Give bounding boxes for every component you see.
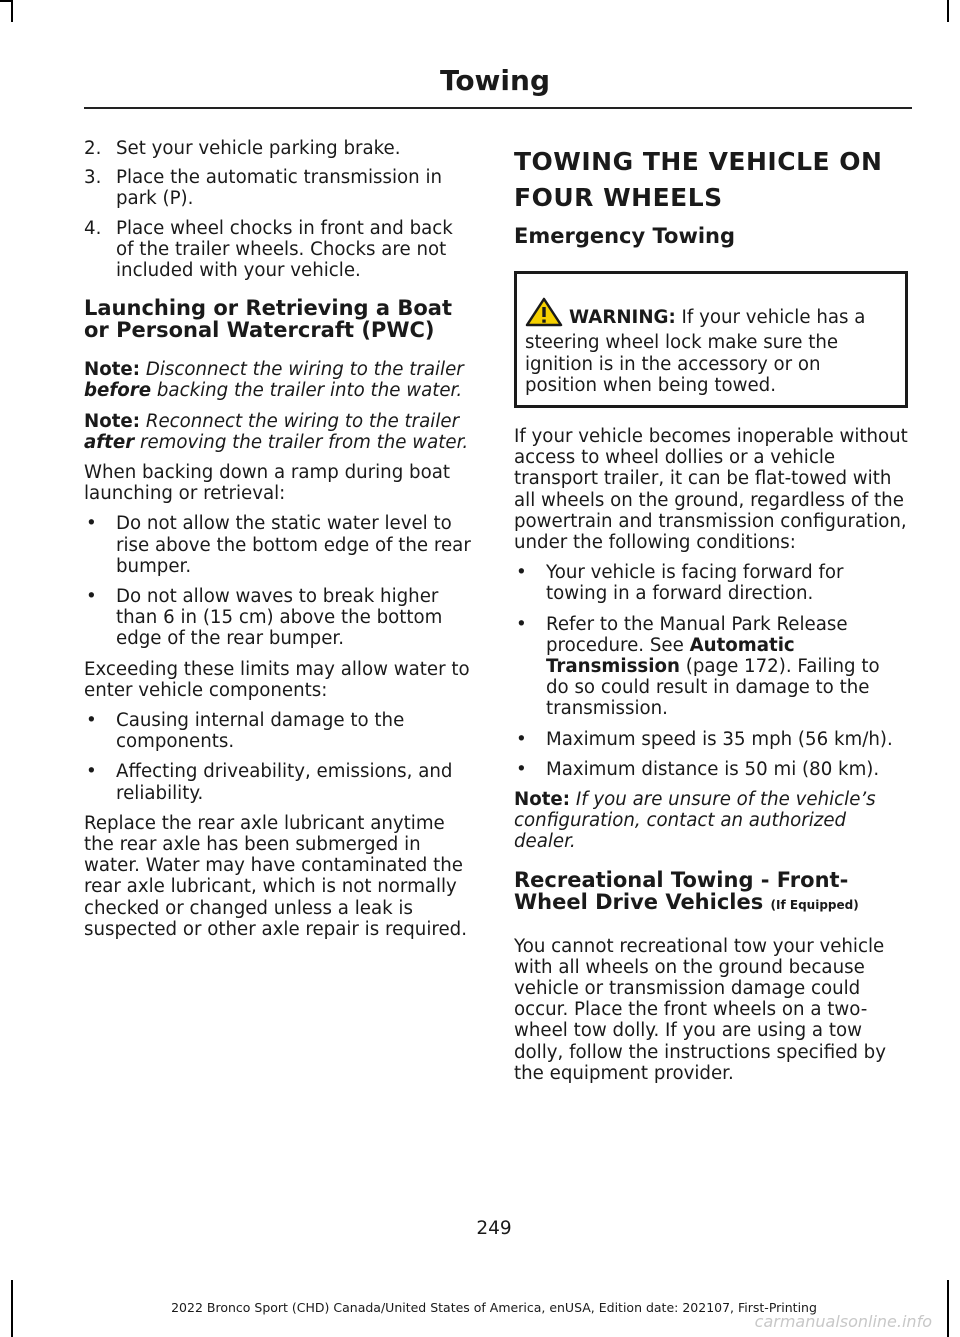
warning-box	[514, 271, 908, 408]
left-column	[84, 138, 476, 949]
bullet-text: Maximum speed is 35 mph (56 km/h).	[546, 728, 893, 750]
edition-footer: 2022 Bronco Sport (CHD) Canada/United States of America, enUSA, Edition date: 202107, First-Printing	[171, 1300, 817, 1315]
list-number: 4.	[84, 217, 102, 239]
list-text: Set your vehicle parking brake.	[116, 138, 401, 159]
recreational-heading: Recreational Towing - Front-Wheel Drive Vehicles (If Equipped)	[514, 867, 859, 914]
page-number: 249	[476, 1218, 512, 1239]
bullet-text: Maximum distance is 50 mi (80 km).	[546, 758, 880, 780]
bullet-text: Causing internal damage to the components.	[116, 710, 405, 753]
bullet-item	[514, 562, 908, 604]
list-item	[84, 167, 476, 209]
section-heading: TOWING THE VEHICLE ON FOUR WHEELS	[514, 147, 883, 212]
exceed-intro: Exceeding these limits may allow water to enter vehicle components:	[84, 658, 470, 701]
bullet-glyph: •	[86, 761, 97, 783]
bullet-item	[84, 586, 476, 650]
bullet-item	[514, 614, 908, 720]
warning-text: If your vehicle has a steering wheel lock make sure the ignition is in the accessory or on position when being towed.	[525, 307, 866, 396]
bullet-glyph: •	[516, 728, 527, 750]
note-configuration: Note: If you are unsure of the vehicle’s configuration, contact an authorized dealer.	[514, 789, 876, 853]
bullet-item	[84, 710, 476, 752]
bullet-glyph: •	[86, 586, 97, 608]
list-item	[84, 218, 476, 282]
list-number: 3.	[84, 167, 102, 189]
bullet-glyph: •	[516, 613, 527, 635]
bullet-item	[514, 729, 908, 750]
cross-reference-link[interactable]: Automatic Transmission	[546, 634, 795, 678]
replace-lubricant-text: Replace the rear axle lubricant anytime the rear axle has been submerged in water. Water may have contaminated the rear axle lubricant, which is not normally checked or changed unless a leak is suspected or other axle repair is required.	[84, 812, 467, 940]
recreational-text: You cannot recreational tow your vehicle with all wheels on the ground because vehicle or transmission damage could occur. Place the front wheels on a two-wheel tow dolly. If you are using a tow dolly, follow the instructions specified by the equipment provider.	[514, 935, 886, 1084]
boat-heading: Launching or Retrieving a Boat or Personal Watercraft (PWC)	[84, 296, 452, 343]
warning-triangle-icon	[525, 297, 563, 332]
bullet-item	[84, 761, 476, 803]
bullet-text: Do not allow waves to break higher than 6 in (15 cm) above the bottom edge of the rear bumper.	[116, 586, 443, 650]
bullet-glyph: •	[516, 562, 527, 584]
list-number: 2.	[84, 138, 102, 159]
bullet-text: Your vehicle is facing forward for towing in a forward direction.	[546, 562, 844, 605]
bullet-text: Refer to the Manual Park Release procedure. See	[546, 613, 848, 656]
bullet-text: Do not allow the static water level to rise above the bottom edge of the rear bumper.	[116, 513, 471, 577]
bullet-item	[84, 513, 476, 577]
bullet-glyph: •	[86, 513, 97, 535]
watermark: carmanualsonline.info	[754, 1312, 932, 1331]
list-item	[84, 138, 476, 159]
right-column	[514, 146, 908, 1093]
bullet-glyph: •	[516, 758, 527, 780]
emergency-heading: Emergency Towing	[514, 224, 736, 248]
bullet-item	[514, 759, 908, 780]
bullet-text: (page 172). Failing to do so could result in damage to the transmission.	[546, 656, 880, 720]
list-text: Place wheel chocks in front and back of the trailer wheels. Chocks are not included with your vehicle.	[116, 217, 453, 282]
page-header	[84, 60, 912, 109]
note-after: Note: Reconnect the wiring to the trailer after removing the trailer from the water.	[84, 410, 469, 453]
bullet-text: Affecting driveability, emissions, and reliability.	[116, 761, 453, 804]
crop-mark-top-left	[0, 0, 11, 2]
ramp-intro: When backing down a ramp during boat launching or retrieval:	[84, 462, 450, 505]
list-text: Place the automatic transmission in park (P).	[116, 167, 443, 210]
crop-mark-top-right-v	[947, 0, 949, 22]
note-before: Note: Disconnect the wiring to the trailer before backing the trailer into the water.	[84, 359, 464, 402]
inoperable-text: If your vehicle becomes inoperable without access to wheel dollies or a vehicle transport trailer, it can be flat-towed with all wheels on the ground, regardless of the powertrain and transmission configuration, under the following conditions:	[514, 426, 908, 554]
bullet-glyph: •	[86, 710, 97, 732]
crop-mark-top-left-v	[11, 0, 13, 22]
page-title: Towing	[439, 64, 550, 97]
warning-label: WARNING:	[569, 307, 676, 329]
